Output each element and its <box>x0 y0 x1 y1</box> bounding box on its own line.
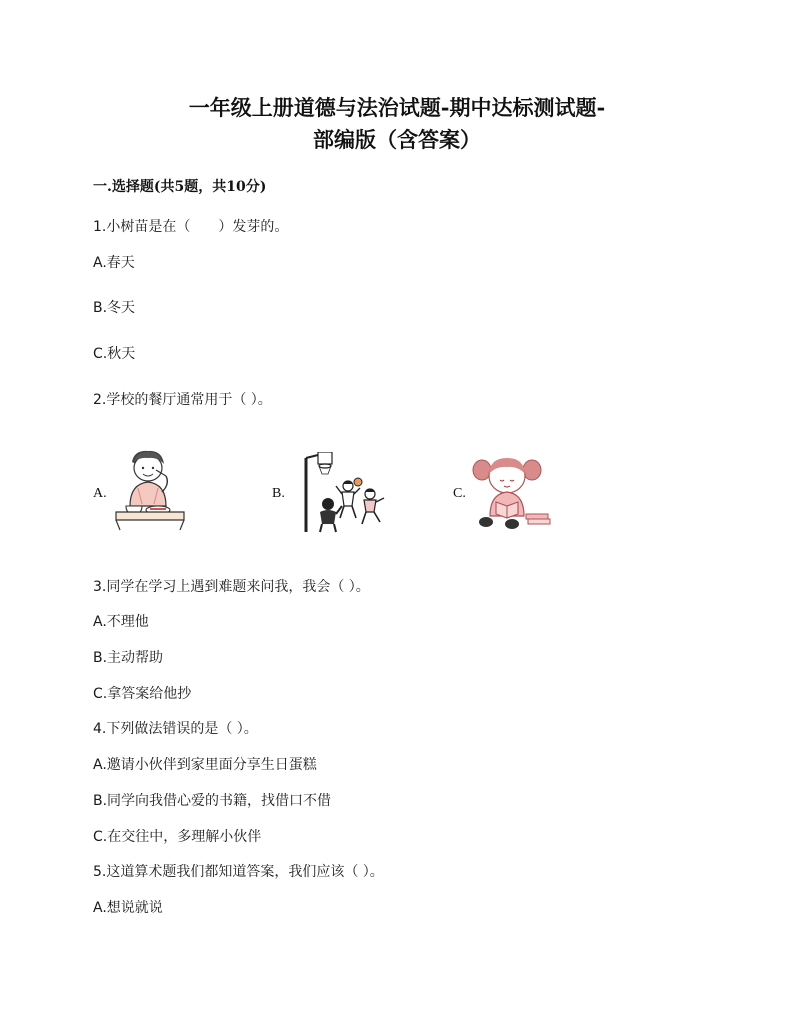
child-eating-illustration <box>112 448 188 532</box>
question-3-option-c: C.拿答案给他抄 <box>93 686 192 702</box>
question-2-stem: 2.学校的餐厅通常用于（ ）。 <box>93 392 272 408</box>
question-1-stem: 1.小树苗是在（ ）发芽的。 <box>93 219 289 235</box>
question-1-option-b: B.冬天 <box>93 300 136 316</box>
question-2-option-a-label: A. <box>93 486 107 501</box>
question-4-option-a: A.邀请小伙伴到家里面分享生日蛋糕 <box>93 757 317 773</box>
question-3-option-b: B.主动帮助 <box>93 650 164 666</box>
question-3-option-a: A.不理他 <box>93 614 149 630</box>
doc-title-line2: 部编版（含答案） <box>313 127 481 152</box>
question-5-stem: 5.这道算术题我们都知道答案，我们应该（ ）。 <box>93 864 384 880</box>
question-4-option-b: B.同学向我借心爱的书籍，找借口不借 <box>93 793 332 809</box>
girl-reading-illustration <box>472 452 554 534</box>
question-1-option-c: C.秋天 <box>93 346 136 362</box>
question-4-option-c: C.在交往中，多理解小伙伴 <box>93 829 262 845</box>
question-4-stem: 4.下列做法错误的是（ ）。 <box>93 721 258 737</box>
question-3-stem: 3.同学在学习上遇到难题来问我，我会（ ）。 <box>93 579 370 595</box>
question-2-option-c-label: C. <box>453 486 466 501</box>
basketball-illustration <box>296 452 392 534</box>
doc-title-line1: 一年级上册道德与法治试题-期中达标测试题- <box>188 95 606 120</box>
section-heading: 一.选择题(共5题，共10分) <box>93 179 267 195</box>
question-1-option-a: A.春天 <box>93 255 135 271</box>
question-2-option-b-label: B. <box>272 486 285 501</box>
question-5-option-a: A.想说就说 <box>93 900 163 916</box>
